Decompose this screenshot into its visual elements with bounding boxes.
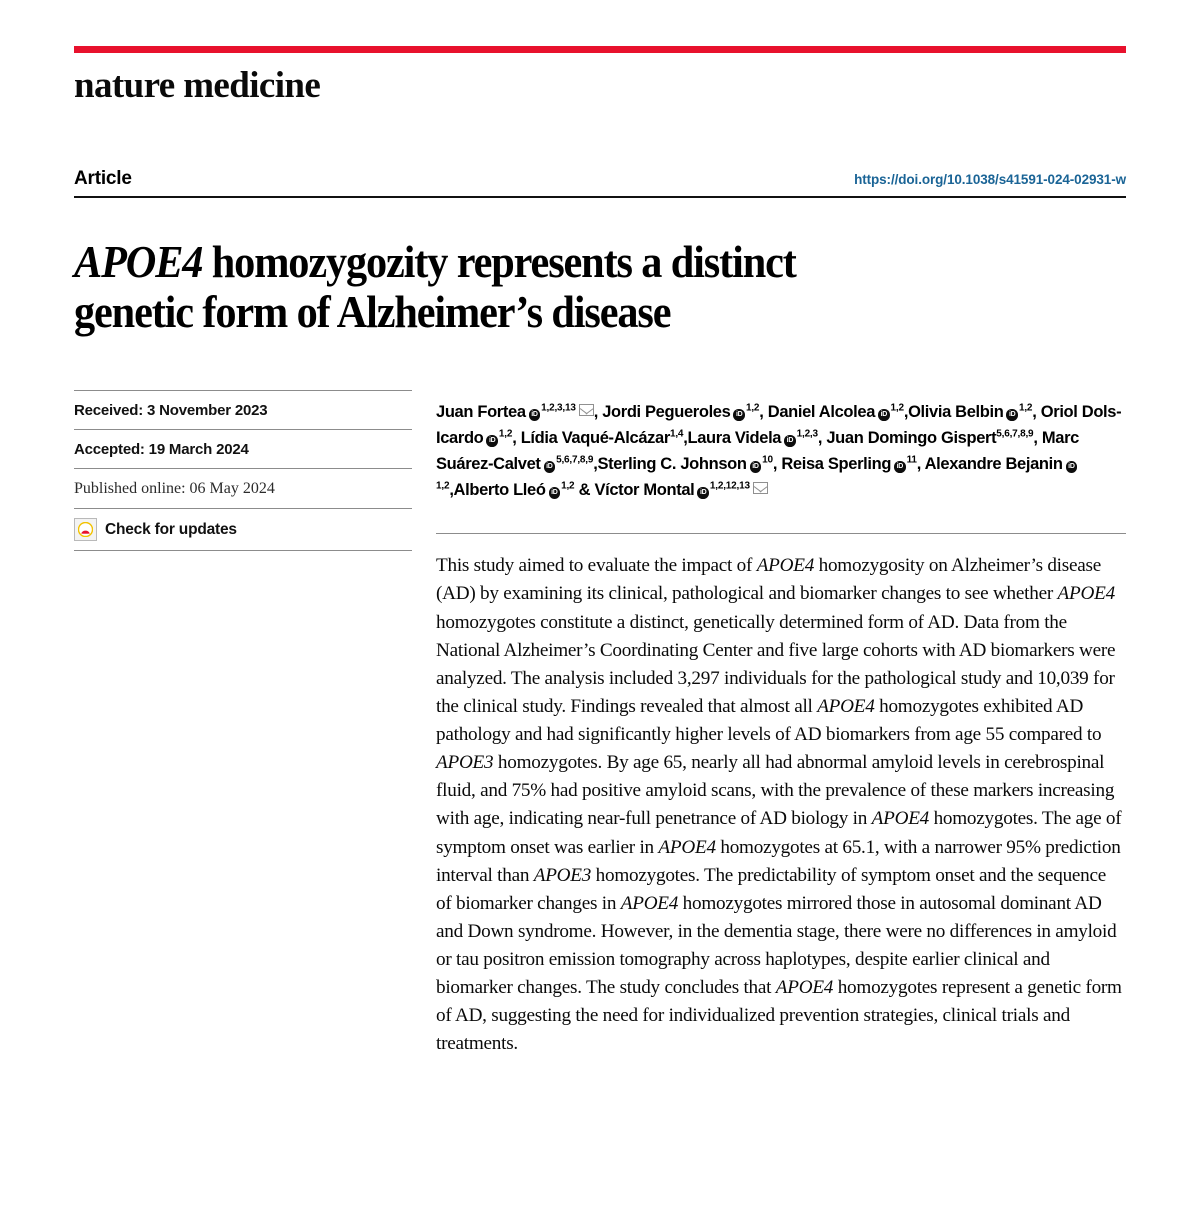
author-affiliation-refs: 5,6,7,8,9 bbox=[556, 454, 594, 466]
author-entry bbox=[602, 403, 768, 421]
doi-link[interactable]: https://doi.org/10.1038/s41591-024-02931-w bbox=[854, 172, 1126, 187]
author-name[interactable]: Laura Videla bbox=[687, 429, 782, 448]
author-name[interactable]: Jordi Pegueroles bbox=[602, 403, 731, 421]
abstract-gene-italic: APOE4 bbox=[817, 695, 875, 717]
article-header-row bbox=[74, 168, 1126, 190]
author-separator: , bbox=[916, 455, 925, 474]
author-entry bbox=[597, 455, 781, 473]
author-entry bbox=[436, 403, 602, 421]
abstract-divider bbox=[436, 533, 1126, 534]
author-affiliation-refs: 1,2 bbox=[498, 428, 513, 440]
author-affiliation-refs: 1,2 bbox=[745, 402, 760, 414]
email-icon[interactable] bbox=[753, 482, 768, 494]
author-separator: , bbox=[449, 481, 454, 500]
author-name[interactable]: Reisa Sperling bbox=[781, 455, 892, 474]
author-separator: , bbox=[683, 429, 688, 448]
author-name[interactable]: Marc Suárez-Calvet bbox=[436, 429, 1079, 474]
abstract-gene-italic: APOE4 bbox=[775, 977, 834, 999]
author-affiliation-refs: 1,2 bbox=[561, 480, 575, 492]
author-separator: , bbox=[593, 455, 598, 474]
orcid-icon[interactable]: iD bbox=[544, 461, 556, 473]
author-name[interactable]: Juan Domingo Gispert bbox=[826, 429, 997, 448]
author-affiliation-refs: 1,2 bbox=[1018, 402, 1033, 414]
abstract-run: homozygotes represent a genetic form of AD, suggesting the need for individualized prevention strategies, clinical trials and treatments. bbox=[436, 977, 1122, 1055]
author-affiliation-refs: 1,2 bbox=[436, 480, 450, 492]
author-entry bbox=[594, 481, 767, 499]
abstract-gene-italic: APOE4 bbox=[756, 555, 815, 577]
author-name[interactable]: Juan Fortea bbox=[436, 403, 526, 421]
accepted-date: Accepted: 19 March 2024 bbox=[74, 441, 249, 458]
article-type-label: Article bbox=[74, 168, 132, 189]
brand-accent-bar bbox=[74, 46, 1126, 53]
author-separator: & bbox=[574, 481, 595, 500]
author-entry bbox=[768, 403, 908, 421]
author-affiliation-refs: 1,2 bbox=[890, 402, 904, 414]
orcid-icon[interactable]: iD bbox=[529, 409, 541, 421]
check-for-updates-button[interactable] bbox=[74, 509, 412, 550]
orcid-icon[interactable]: iD bbox=[784, 435, 796, 447]
author-name[interactable]: Sterling C. Johnson bbox=[597, 455, 747, 474]
title-line2: genetic form of Alzheimer’s disease bbox=[74, 287, 671, 338]
author-separator: , bbox=[772, 455, 782, 474]
author-separator: , bbox=[903, 403, 909, 421]
title-gene-italic: APOE4 bbox=[74, 237, 203, 288]
orcid-icon[interactable]: iD bbox=[750, 461, 762, 473]
orcid-icon[interactable]: iD bbox=[894, 461, 906, 473]
orcid-icon[interactable]: iD bbox=[1066, 461, 1078, 473]
meta-divider bbox=[74, 550, 412, 551]
author-separator: , bbox=[593, 403, 603, 421]
author-name[interactable]: Víctor Montal bbox=[594, 481, 695, 500]
orcid-icon[interactable]: iD bbox=[697, 487, 709, 499]
orcid-icon[interactable]: iD bbox=[486, 435, 498, 447]
author-name[interactable]: Lídia Vaqué-Alcázar bbox=[520, 429, 670, 448]
journal-masthead bbox=[74, 46, 1126, 104]
author-separator: , bbox=[1033, 429, 1042, 448]
author-name[interactable]: Alexandre Bejanin bbox=[924, 455, 1063, 474]
abstract-gene-italic: APOE4 bbox=[658, 836, 716, 858]
abstract-run: homozygotes. The age of symptom onset was earlier in bbox=[436, 808, 1122, 858]
abstract-run: homozygotes exhibited AD pathology and had significantly higher levels of AD biomarkers from age 55 compared to bbox=[436, 695, 1102, 745]
article-main-column bbox=[436, 390, 1126, 1059]
abstract-gene-italic: APOE4 bbox=[871, 808, 930, 830]
crossmark-icon bbox=[74, 518, 97, 541]
email-icon[interactable] bbox=[579, 404, 594, 416]
page-title bbox=[74, 238, 1070, 338]
abstract-run: homozygotes mirrored those in autosomal dominant AD and Down syndrome. However, in the dementia stage, there were no differences in amyloid or tau positron emission tomography across haplotypes, despite earlier clinical and biomarker changes. The study concludes that bbox=[436, 892, 1117, 999]
author-affiliation-refs: 1,2,3,13 bbox=[541, 402, 576, 414]
author-name[interactable]: Daniel Alcolea bbox=[767, 403, 876, 421]
abstract-text bbox=[436, 552, 1126, 1058]
author-entry bbox=[781, 455, 924, 473]
abstract-gene-italic: APOE3 bbox=[436, 752, 494, 774]
abstract-gene-italic: APOE4 bbox=[1057, 583, 1115, 605]
abstract-run: homozygosity on Alzheimer’s disease (AD) by examining its clinical, pathological and biomarker changes to see whether bbox=[436, 555, 1101, 605]
abstract-run: homozygotes constitute a distinct, genetically determined form of AD. Data from the National Alzheimer’s Coordinating Center and five large cohorts with AD biomarkers were analyzed. The analysis included 3,297 individuals for the pathological study and 10,039 for the clinical study. Findings revealed that almost all bbox=[436, 611, 1116, 717]
header-divider bbox=[74, 196, 1126, 198]
title-rest-line1: homozygozity represents a distinct bbox=[202, 237, 796, 288]
author-name[interactable]: Olivia Belbin bbox=[908, 403, 1004, 421]
abstract-gene-italic: APOE3 bbox=[533, 864, 592, 886]
author-affiliation-refs: 1,2,3 bbox=[796, 428, 818, 440]
author-entry bbox=[826, 429, 1042, 447]
abstract-run: This study aimed to evaluate the impact of bbox=[436, 555, 757, 577]
received-date: Received: 3 November 2023 bbox=[74, 402, 268, 419]
author-entry bbox=[454, 481, 595, 499]
orcid-icon[interactable]: iD bbox=[878, 409, 890, 421]
abstract-run: homozygotes. The predictability of symptom onset and the sequence of biomarker changes in bbox=[436, 864, 1107, 914]
abstract-run: homozygotes at 65.1, with a narrower 95% prediction interval than bbox=[436, 836, 1121, 886]
author-separator: , bbox=[1032, 403, 1041, 421]
author-separator: , bbox=[759, 403, 768, 421]
author-affiliation-refs: 11 bbox=[906, 454, 917, 466]
author-affiliation-refs: 1,2,12,13 bbox=[709, 480, 750, 492]
publication-metadata bbox=[74, 390, 412, 551]
author-separator: , bbox=[817, 429, 827, 448]
orcid-icon[interactable]: iD bbox=[733, 409, 745, 421]
abstract-run: homozygotes. By age 65, nearly all had abnormal amyloid levels in cerebrospinal fluid, and 75% had positive amyloid scans, with the prevalence of these markers increasing with age, indicating near-full penetrance of AD biology in bbox=[436, 752, 1115, 830]
author-affiliation-refs: 1,4 bbox=[669, 428, 684, 440]
orcid-icon[interactable]: iD bbox=[1006, 409, 1018, 421]
author-separator: , bbox=[512, 429, 521, 448]
author-list bbox=[436, 390, 1126, 503]
author-entry bbox=[908, 403, 1041, 421]
author-affiliation-refs: 5,6,7,8,9 bbox=[996, 428, 1034, 440]
abstract-gene-italic: APOE4 bbox=[620, 892, 679, 914]
author-affiliation-refs: 10 bbox=[762, 454, 773, 466]
check-for-updates-label: Check for updates bbox=[105, 520, 237, 538]
journal-name: nature medicine bbox=[74, 65, 321, 106]
author-name[interactable]: Alberto Lleó bbox=[453, 481, 546, 500]
author-entry bbox=[688, 429, 827, 447]
published-date: Published online: 06 May 2024 bbox=[74, 480, 275, 497]
author-entry bbox=[521, 429, 688, 447]
orcid-icon[interactable]: iD bbox=[549, 487, 561, 499]
author-name[interactable]: Oriol Dols-Icardo bbox=[436, 403, 1122, 448]
